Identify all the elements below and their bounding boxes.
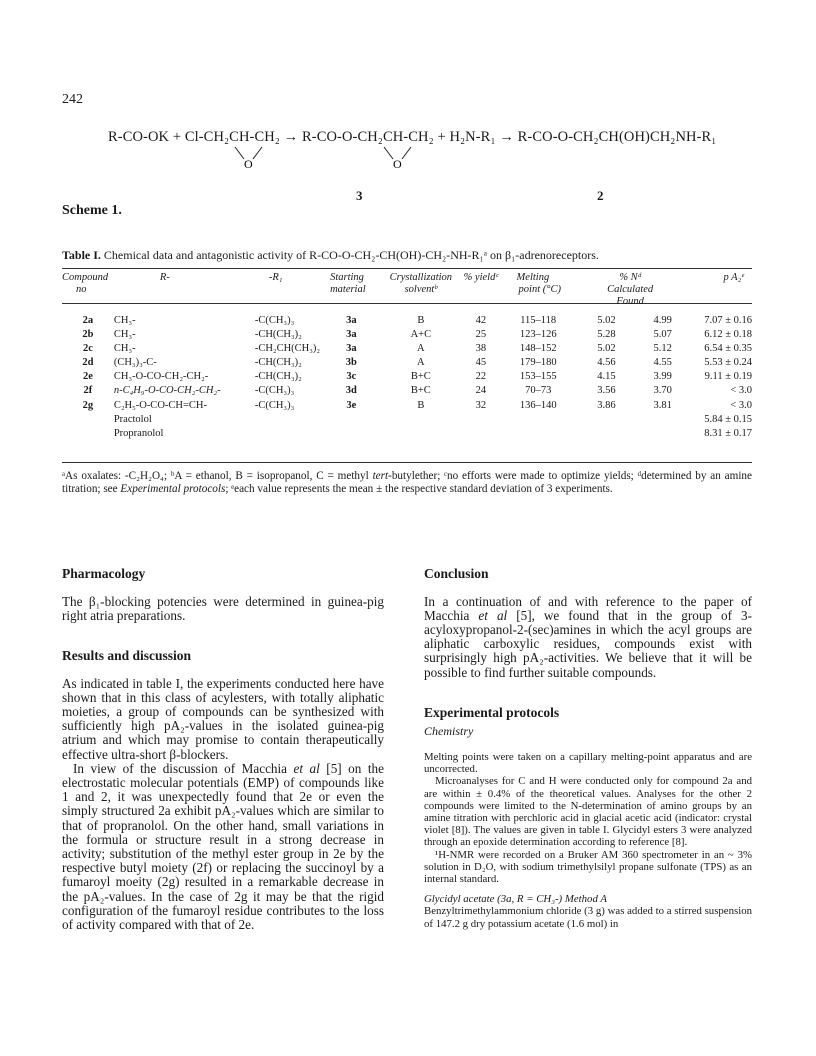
table-caption-label: Table I. bbox=[62, 248, 101, 262]
chemistry-paragraph-2: Microanalyses for C and H were conducted only for compound 2a and are within ± 0.4% of the theoretical values. Analyses for the other 2 compounds were limited to the N-determination of amino groups by an amine titration with perchloric acid in glacial acetic acid (indicator: crystal violet [8]). The values are given in table I. Glycidyl esters 3 were analyzed through an epoxide determination according to reference [8]. bbox=[424, 775, 752, 849]
epoxide-ring-right bbox=[382, 146, 416, 170]
pharmacology-text: The β₁-blocking potencies were determined in guinea-pig right atria preparations. bbox=[62, 593, 384, 623]
glycidyl-heading: Glycidyl acetate (3a, R = CH₃-) Method A bbox=[424, 893, 607, 906]
right-column bbox=[424, 567, 752, 930]
table-row: 2e CH₃-O-CO-CH₂-CH₂- -CH(CH₃)₂ 3c B+C 22 153–155 4.15 3.99 9.11 ± 0.19 bbox=[82, 371, 752, 383]
table-row: 2f n-C₄H₉-O-CO-CH₂-CH₂- -C(CH₃)₃ 3d B+C 24 70–73 3.56 3.70 < 3.0 bbox=[83, 385, 752, 397]
scheme-label: Scheme 1. bbox=[62, 203, 122, 218]
table-caption-text: Chemical data and antagonistic activity of R-CO-O-CH₂-CH(OH)-CH₂-NH-R₁ᵃ on β₁-adrenoreceptors. bbox=[100, 248, 599, 262]
results-heading: Results and discussion bbox=[62, 648, 192, 663]
header-crystallization-solvent: Crystallization solventᵇ bbox=[389, 272, 453, 295]
epoxide-oxygen-right: O bbox=[393, 157, 402, 170]
table-footnote: ᵃAs oxalates: -C₂H₂O₄; ᵇA = ethanol, B = isopropanol, C = methyl tert-butylether; ᶜno efforts were made to optimize yields; ᵈdetermined by an amine titration; see Experimental protocols; ᵉeach value represents the mean ± the respective standard deviation of 3 experiments. bbox=[62, 470, 752, 495]
header-pa2: p A₂ᵉ bbox=[723, 272, 744, 283]
results-paragraph-1: As indicated in table I, the experiments conducted here have shown that in this class of acylesters, with totally aliphatic moieties, a group of compounds can be synthesized with sufficiently high pA₂-values in the isolated guinea-pig atrium and which may promise to contain therapeutically effective ultra-short β-blockers. bbox=[62, 675, 384, 762]
table-header-row bbox=[62, 272, 752, 308]
experimental-heading: Experimental protocols bbox=[424, 704, 560, 720]
header-starting-material: Starting material bbox=[330, 272, 366, 295]
header-yield: % yieldᶜ bbox=[463, 272, 499, 283]
chemistry-paragraph-3: ¹H-NMR were recorded on a Bruker AM 360 spectrometer in an ~ 3% solution in D₂O, with sodium trimethylsilyl propane sulfonate (TPS) as an internal standard. bbox=[424, 848, 752, 886]
pharmacology-heading: Pharmacology bbox=[62, 566, 146, 581]
data-table bbox=[62, 272, 752, 441]
header-compound: Compound no bbox=[62, 272, 109, 295]
table-row: Propranolol 8.31 ± 0.17 bbox=[113, 427, 752, 439]
table-row: 2a CH₃- -C(CH₃)₃ 3a B 42 115–118 5.02 4.99 7.07 ± 0.16 bbox=[82, 315, 752, 326]
page-number: 242 bbox=[62, 92, 83, 107]
chemistry-heading: Chemistry bbox=[424, 724, 474, 739]
conclusion-heading: Conclusion bbox=[424, 566, 489, 581]
epoxide-oxygen-left: O bbox=[244, 157, 253, 170]
left-column bbox=[62, 567, 384, 932]
compound-number-2: 2 bbox=[597, 188, 604, 203]
epoxide-ring-left bbox=[233, 146, 267, 170]
table-caption bbox=[62, 248, 599, 263]
header-melting-point: Melting point (°C) bbox=[516, 272, 561, 295]
table-row: 2c CH₃- -CH₂CH(CH₃)₂ 3a A 38 148–152 5.02 5.12 6.54 ± 0.35 bbox=[82, 343, 752, 355]
table-bottom-rule bbox=[62, 462, 752, 463]
table-top-rule bbox=[62, 268, 752, 269]
reaction-scheme: R-CO-OK + Cl-CH₂CH-CH₂ → R-CO-O-CH₂CH-CH₂ + H₂N-R₁ → R-CO-O-CH₂CH(OH)CH₂NH-R₁ bbox=[108, 129, 717, 145]
table-row: 2d (CH₃)₃-C- -CH(CH₃)₂ 3b A 45 179–180 4.56 4.55 5.53 ± 0.24 bbox=[82, 357, 752, 369]
chemistry-paragraph-1: Melting points were taken on a capillary melting-point apparatus and are uncorrected. bbox=[424, 751, 752, 776]
results-paragraph-2: In view of the discussion of Macchia et al [5] on the electrostatic molecular potentials (EMP) of compounds like 1 and 2, it was unexpectedly found that 2e or even the simply structured 2a exhibit pA₂-values which are similar to that of propranolol. On the other hand, small variations in the formula or structure result in a strong decrease in activity; substitution of the methyl ester group in 2e by the respective butyl moiety (2f) or replacing the succinoyl by a fumaroyl moeity (2g) resulted in a remarkable decrease in the pA₂-values. In the case of 2g it may be that the rigid configuration of the fumaroyl residue contributes to the loss of activity compared with that of 2e. bbox=[62, 760, 384, 933]
header-r1: -R₁ bbox=[268, 272, 283, 283]
table-row: 2b CH₃- -CH(CH₃)₂ 3a A+C 25 123–126 5.28 5.07 6.12 ± 0.18 bbox=[82, 329, 752, 341]
header-nitrogen: % Nᵈ CalculatedFound bbox=[607, 272, 654, 307]
compound-number-3: 3 bbox=[356, 188, 363, 203]
glycidyl-text: Benzyltrimethylammonium chloride (3 g) was added to a stirred suspension of 147.2 g dry potassium acetate (1.6 mol) in bbox=[424, 905, 752, 930]
table-row: Practolol 5.84 ± 0.15 bbox=[113, 413, 752, 425]
table-row: 2g C₂H₅-O-CO-CH=CH- -C(CH₃)₃ 3e B 32 136–140 3.86 3.81 < 3.0 bbox=[82, 399, 752, 411]
conclusion-text: In a continuation of and with reference to the paper of Macchia et al [5], we found that in the group of 3-acyloxypropanol-2-(sec)amines in which the acyl groups are aliphatic carboxylic residues, compounds exist with surprisingly high pA₂-activities. We believe that it will be possible to find further suitable compounds. bbox=[424, 593, 753, 680]
header-r: R- bbox=[159, 272, 170, 283]
